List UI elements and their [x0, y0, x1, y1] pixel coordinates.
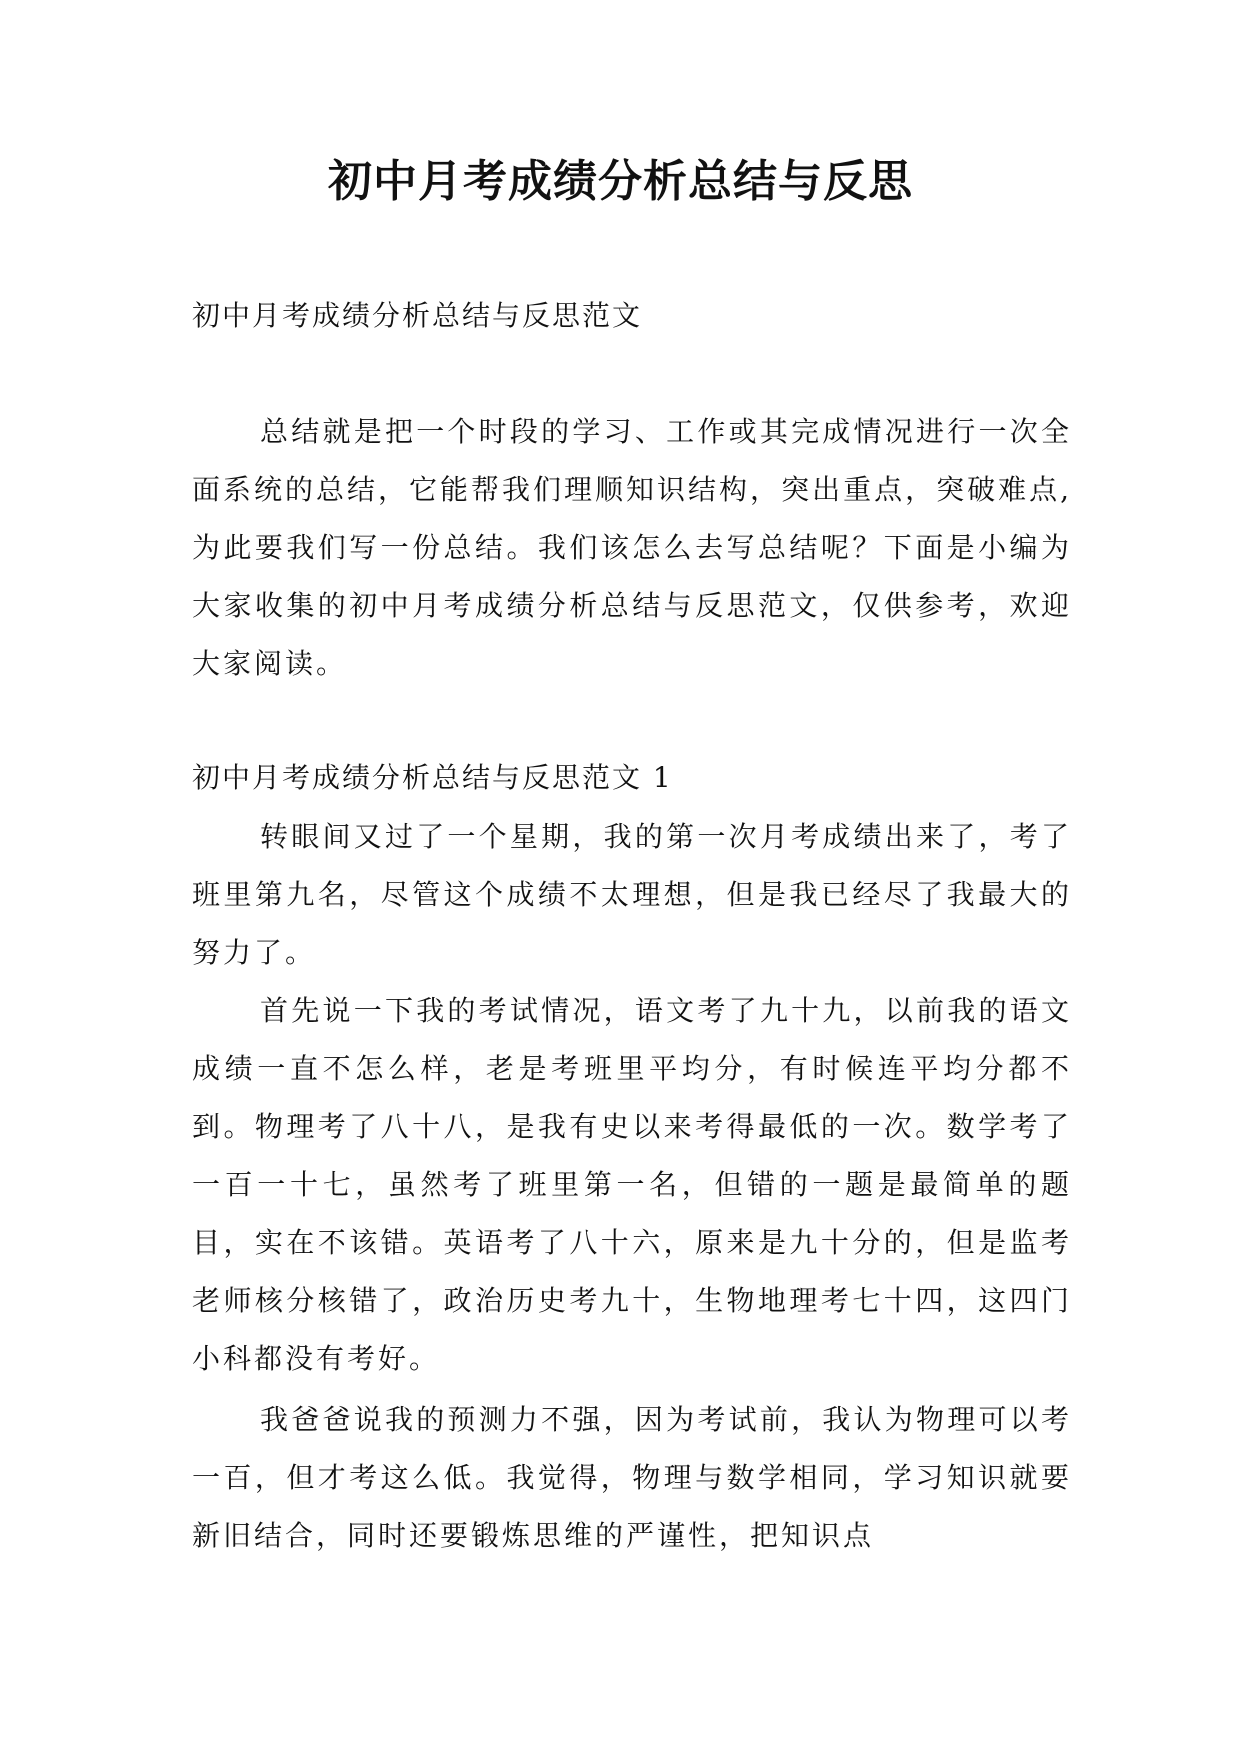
body-paragraph-3: 我爸爸说我的预测力不强，因为考试前，我认为物理可以考一百，但才考这么低。我觉得，物理与数学相同，学习知识就要新旧结合，同时还要锻炼思维的严谨性，把知识点: [192, 1403, 1072, 1552]
body-paragraph-1: 转眼间又过了一个星期，我的第一次月考成绩出来了，考了班里第九名，尽管这个成绩不太理想，但是我已经尽了我最大的努力了。: [192, 820, 1072, 969]
intro-paragraph: 总结就是把一个时段的学习、工作或其完成情况进行一次全面系统的总结，它能帮我们理顺知识结构，突出重点，突破难点,为此要我们写一份总结。我们该怎么去写总结呢？下面是小编为大家收集的初中月考成绩分析总结与反思范文，仅供参考，欢迎大家阅读。: [192, 415, 1072, 680]
document-title: 初中月考成绩分析总结与反思: [328, 156, 913, 207]
body-paragraph-2: 首先说一下我的考试情况，语文考了九十九，以前我的语文成绩一直不怎么样，老是考班里平均分，有时候连平均分都不到。物理考了八十八，是我有史以来考得最低的一次。数学考了一百一十七，虽然考了班里第一名，但错的一题是最简单的题目，实在不该错。英语考了八十六，原来是九十分的，但是监考老师核分核错了，政治历史考九十，生物地理考七十四，这四门小科都没有考好。: [192, 994, 1072, 1375]
document-subtitle: 初中月考成绩分析总结与反思范文: [192, 299, 643, 332]
section-heading: 初中月考成绩分析总结与反思范文 1: [192, 761, 673, 794]
